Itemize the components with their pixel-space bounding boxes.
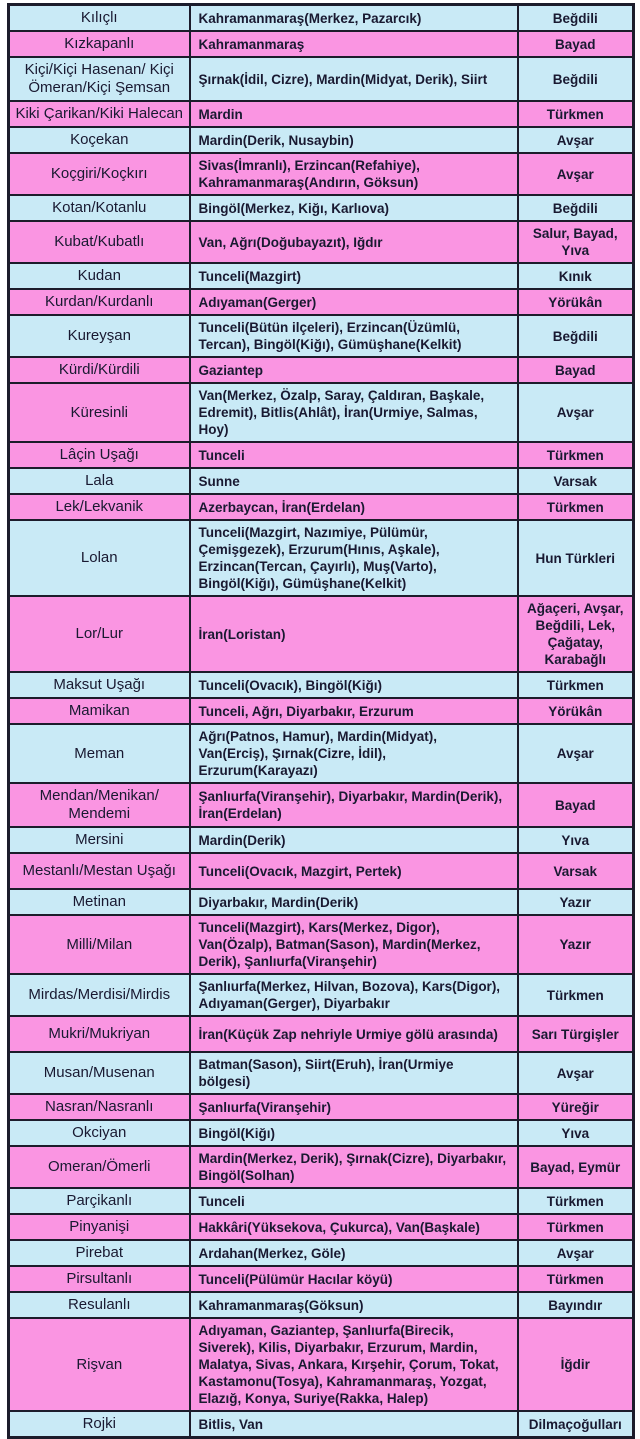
locations-cell: Van, Ağrı(Doğubayazıt), Iğdır: [190, 221, 518, 263]
tribe-affiliation-cell: Ağaçeri, Avşar, Beğdili, Lek, Çağatay, Karabağlı: [518, 596, 634, 672]
table-row: [9, 383, 634, 442]
tribes-table: [7, 3, 635, 1439]
table-row: [9, 698, 634, 724]
tribe-name-cell: Kotan/Kotanlu: [9, 195, 190, 221]
locations-cell: Mardin: [190, 101, 518, 127]
tribe-affiliation-cell: İğdir: [518, 1318, 634, 1411]
tribe-name-cell: Rojki: [9, 1411, 190, 1438]
locations-cell: Tunceli(Bütün ilçeleri), Erzincan(Üzümlü, Tercan), Bingöl(Kiğı), Gümüşhane(Kelkit): [190, 315, 518, 357]
locations-cell: Bingöl(Merkez, Kiğı, Karlıova): [190, 195, 518, 221]
tribe-affiliation-cell: Varsak: [518, 468, 634, 494]
locations-cell: Şanlıurfa(Viranşehir): [190, 1094, 518, 1120]
tribe-name-cell: Okciyan: [9, 1120, 190, 1146]
table-row: [9, 221, 634, 263]
tribe-name-cell: Kılıçlı: [9, 5, 190, 32]
table-row: [9, 31, 634, 57]
table-row: [9, 783, 634, 827]
table-row: [9, 195, 634, 221]
locations-cell: Sunne: [190, 468, 518, 494]
locations-cell: Kahramanmaraş: [190, 31, 518, 57]
table-row: [9, 127, 634, 153]
tribe-name-cell: Koçekan: [9, 127, 190, 153]
table-row: [9, 520, 634, 596]
tribe-name-cell: Mamikan: [9, 698, 190, 724]
tribe-affiliation-cell: Yıva: [518, 1120, 634, 1146]
tribe-name-cell: Omeran/Ömerli: [9, 1146, 190, 1188]
locations-cell: Tunceli(Mazgirt): [190, 263, 518, 289]
tribe-name-cell: Kürdi/Kürdili: [9, 357, 190, 383]
tribe-affiliation-cell: Türkmen: [518, 1214, 634, 1240]
tribe-name-cell: Kurdan/Kurdanlı: [9, 289, 190, 315]
locations-cell: İran(Loristan): [190, 596, 518, 672]
locations-cell: Şanlıurfa(Merkez, Hilvan, Bozova), Kars(Digor), Adıyaman(Gerger), Diyarbakır: [190, 974, 518, 1016]
tribes-table-body: [9, 5, 634, 1438]
locations-cell: Tunceli: [190, 1188, 518, 1214]
tribe-affiliation-cell: Yüreğir: [518, 1094, 634, 1120]
table-row: [9, 672, 634, 698]
table-row: [9, 1266, 634, 1292]
tribe-name-cell: Pinyanişi: [9, 1214, 190, 1240]
tribe-name-cell: Pirebat: [9, 1240, 190, 1266]
locations-cell: Kahramanmaraş(Merkez, Pazarcık): [190, 5, 518, 32]
locations-cell: Tunceli(Pülümür Hacılar köyü): [190, 1266, 518, 1292]
locations-cell: Gaziantep: [190, 357, 518, 383]
tribe-affiliation-cell: Avşar: [518, 127, 634, 153]
tribe-name-cell: Kubat/Kubatlı: [9, 221, 190, 263]
locations-cell: Ardahan(Merkez, Göle): [190, 1240, 518, 1266]
tribe-affiliation-cell: Türkmen: [518, 1188, 634, 1214]
tribe-name-cell: Küresinli: [9, 383, 190, 442]
locations-cell: Kahramanmaraş(Göksun): [190, 1292, 518, 1318]
table-row: [9, 1016, 634, 1052]
locations-cell: İran(Küçük Zap nehriyle Urmiye gölü arasında): [190, 1016, 518, 1052]
locations-cell: Sivas(İmranlı), Erzincan(Refahiye), Kahramanmaraş(Andırın, Göksun): [190, 153, 518, 195]
tribe-affiliation-cell: Bayad, Eymür: [518, 1146, 634, 1188]
tribe-affiliation-cell: Sarı Türgişler: [518, 1016, 634, 1052]
tribe-affiliation-cell: Salur, Bayad, Yıva: [518, 221, 634, 263]
tribe-affiliation-cell: Türkmen: [518, 974, 634, 1016]
locations-cell: Van(Merkez, Özalp, Saray, Çaldıran, Başkale, Edremit), Bitlis(Ahlât), İran(Urmiye, Salmas, Hoy): [190, 383, 518, 442]
locations-cell: Diyarbakır, Mardin(Derik): [190, 889, 518, 915]
tribe-affiliation-cell: Varsak: [518, 853, 634, 889]
table-row: [9, 1292, 634, 1318]
tribe-affiliation-cell: Avşar: [518, 383, 634, 442]
table-row: [9, 1146, 634, 1188]
locations-cell: Tunceli(Ovacık, Mazgirt, Pertek): [190, 853, 518, 889]
tribe-affiliation-cell: Bayad: [518, 783, 634, 827]
tribe-name-cell: Lek/Lekvanik: [9, 494, 190, 520]
tribe-affiliation-cell: Hun Türkleri: [518, 520, 634, 596]
tribe-affiliation-cell: Beğdili: [518, 57, 634, 101]
tribe-name-cell: Koçgiri/Koçkırı: [9, 153, 190, 195]
table-row: [9, 596, 634, 672]
tribe-affiliation-cell: Yazır: [518, 915, 634, 974]
locations-cell: Mardin(Derik, Nusaybin): [190, 127, 518, 153]
table-row: [9, 724, 634, 783]
tribe-name-cell: Meman: [9, 724, 190, 783]
table-row: [9, 1120, 634, 1146]
tribe-affiliation-cell: Beğdili: [518, 5, 634, 32]
locations-cell: Tunceli, Ağrı, Diyarbakır, Erzurum: [190, 698, 518, 724]
locations-cell: Adıyaman, Gaziantep, Şanlıurfa(Birecik, Siverek), Kilis, Diyarbakır, Erzurum, Mardin, Malatya, Sivas, Ankara, Kırşehir, Çorum, Tokat, Kastamonu(Tosya), Kahramanmaraş, Yozgat, Elazığ, Konya, Suriye(Rakka, Halep): [190, 1318, 518, 1411]
tribe-affiliation-cell: Türkmen: [518, 1266, 634, 1292]
tribe-affiliation-cell: Avşar: [518, 153, 634, 195]
locations-cell: Batman(Sason), Siirt(Eruh), İran(Urmiye bölgesi): [190, 1052, 518, 1094]
table-row: [9, 827, 634, 853]
table-row: [9, 442, 634, 468]
tribe-affiliation-cell: Yörükân: [518, 698, 634, 724]
locations-cell: Şanlıurfa(Viranşehir), Diyarbakır, Mardin(Derik), İran(Erdelan): [190, 783, 518, 827]
tribe-name-cell: Nasran/Nasranlı: [9, 1094, 190, 1120]
tribe-affiliation-cell: Avşar: [518, 724, 634, 783]
table-row: [9, 57, 634, 101]
locations-cell: Adıyaman(Gerger): [190, 289, 518, 315]
tribe-name-cell: Mukri/Mukriyan: [9, 1016, 190, 1052]
tribe-name-cell: Metinan: [9, 889, 190, 915]
locations-cell: Hakkâri(Yüksekova, Çukurca), Van(Başkale): [190, 1214, 518, 1240]
locations-cell: Mardin(Merkez, Derik), Şırnak(Cizre), Diyarbakır, Bingöl(Solhan): [190, 1146, 518, 1188]
locations-cell: Tunceli: [190, 442, 518, 468]
table-row: [9, 1240, 634, 1266]
tribe-name-cell: Kureyşan: [9, 315, 190, 357]
tribe-affiliation-cell: Türkmen: [518, 672, 634, 698]
table-row: [9, 915, 634, 974]
tribe-affiliation-cell: Yazır: [518, 889, 634, 915]
tribe-affiliation-cell: Beğdili: [518, 195, 634, 221]
tribe-name-cell: Musan/Musenan: [9, 1052, 190, 1094]
locations-cell: Tunceli(Mazgirt), Kars(Merkez, Digor), Van(Özalp), Batman(Sason), Mardin(Merkez, Derik), Şanlıurfa(Viranşehir): [190, 915, 518, 974]
table-row: [9, 853, 634, 889]
table-row: [9, 101, 634, 127]
tribe-name-cell: Lala: [9, 468, 190, 494]
tribe-affiliation-cell: Avşar: [518, 1240, 634, 1266]
tribe-name-cell: Lolan: [9, 520, 190, 596]
tribe-affiliation-cell: Bayad: [518, 31, 634, 57]
table-row: [9, 1214, 634, 1240]
tribe-affiliation-cell: Bayındır: [518, 1292, 634, 1318]
tribe-name-cell: Kızkapanlı: [9, 31, 190, 57]
table-row: [9, 153, 634, 195]
tribe-name-cell: Milli/Milan: [9, 915, 190, 974]
tribe-name-cell: Parçikanlı: [9, 1188, 190, 1214]
table-row: [9, 1411, 634, 1438]
tribe-name-cell: Lor/Lur: [9, 596, 190, 672]
tribe-name-cell: Resulanlı: [9, 1292, 190, 1318]
tribe-affiliation-cell: Türkmen: [518, 442, 634, 468]
table-row: [9, 1094, 634, 1120]
tribe-name-cell: Kudan: [9, 263, 190, 289]
table-row: [9, 468, 634, 494]
tribe-affiliation-cell: Kınık: [518, 263, 634, 289]
locations-cell: Tunceli(Ovacık), Bingöl(Kiğı): [190, 672, 518, 698]
tribe-name-cell: Lâçin Uşağı: [9, 442, 190, 468]
locations-cell: Bitlis, Van: [190, 1411, 518, 1438]
table-row: [9, 5, 634, 32]
tribe-affiliation-cell: Yıva: [518, 827, 634, 853]
table-row: [9, 494, 634, 520]
tribe-affiliation-cell: Beğdili: [518, 315, 634, 357]
table-row: [9, 1318, 634, 1411]
tribe-affiliation-cell: Avşar: [518, 1052, 634, 1094]
table-row: [9, 974, 634, 1016]
table-row: [9, 263, 634, 289]
locations-cell: Şırnak(İdil, Cizre), Mardin(Midyat, Derik), Siirt: [190, 57, 518, 101]
tribe-name-cell: Kiçi/Kiçi Hasenan/ Kiçi Ömeran/Kiçi Şemsan: [9, 57, 190, 101]
table-row: [9, 289, 634, 315]
tribe-name-cell: Pirsultanlı: [9, 1266, 190, 1292]
table-row: [9, 315, 634, 357]
tribe-name-cell: Mendan/Menikan/ Mendemi: [9, 783, 190, 827]
table-row: [9, 889, 634, 915]
tribe-affiliation-cell: Bayad: [518, 357, 634, 383]
locations-cell: Mardin(Derik): [190, 827, 518, 853]
tribe-name-cell: Mersini: [9, 827, 190, 853]
locations-cell: Bingöl(Kiğı): [190, 1120, 518, 1146]
tribe-name-cell: Rişvan: [9, 1318, 190, 1411]
tribe-name-cell: Maksut Uşağı: [9, 672, 190, 698]
tribe-affiliation-cell: Türkmen: [518, 101, 634, 127]
tribe-name-cell: Mestanlı/Mestan Uşağı: [9, 853, 190, 889]
table-row: [9, 357, 634, 383]
table-row: [9, 1052, 634, 1094]
table-row: [9, 1188, 634, 1214]
tribe-affiliation-cell: Türkmen: [518, 494, 634, 520]
locations-cell: Tunceli(Mazgirt, Nazımiye, Pülümür, Çemişgezek), Erzurum(Hınıs, Aşkale), Erzincan(Tercan, Çayırlı), Muş(Varto), Bingöl(Kiğı), Gümüşhane(Kelkit): [190, 520, 518, 596]
tribe-affiliation-cell: Yörükân: [518, 289, 634, 315]
locations-cell: Ağrı(Patnos, Hamur), Mardin(Midyat), Van(Erciş), Şırnak(Cizre, İdil), Erzurum(Karayazı): [190, 724, 518, 783]
tribe-affiliation-cell: Dilmaçoğulları: [518, 1411, 634, 1438]
tribe-name-cell: Kiki Çarikan/Kiki Halecan: [9, 101, 190, 127]
locations-cell: Azerbaycan, İran(Erdelan): [190, 494, 518, 520]
tribe-name-cell: Mirdas/Merdisi/Mirdis: [9, 974, 190, 1016]
